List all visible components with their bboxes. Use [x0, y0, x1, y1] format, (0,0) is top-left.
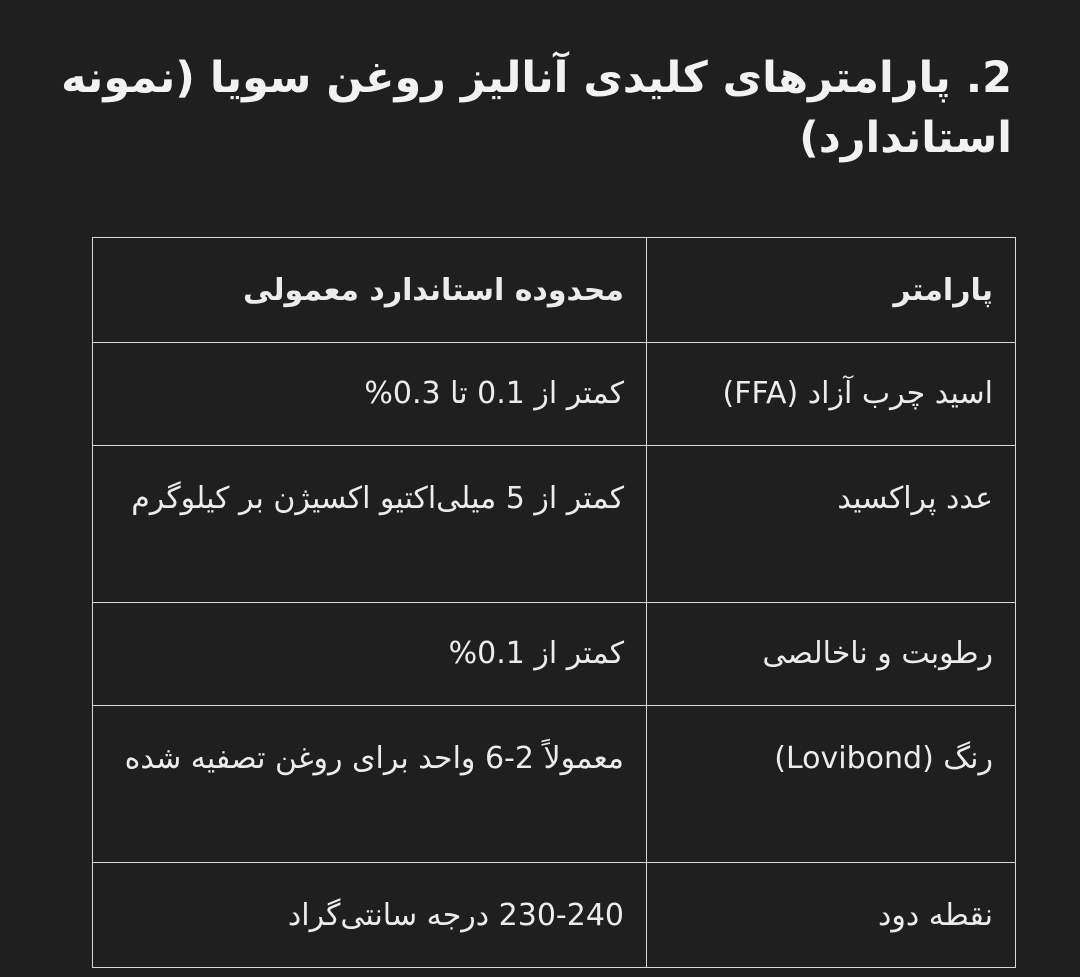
table-row: [93, 706, 1016, 863]
table-row: [93, 863, 1016, 968]
header-parameter: [647, 238, 1016, 343]
cell-range-text: 230-240 درجه سانتی‌گراد: [287, 898, 624, 933]
parameters-table: [92, 237, 1016, 968]
cell-range-text: معمولاً 2-6 واحد برای روغن تصفیه شده: [124, 741, 624, 776]
cell-parameter-text: رطوبت و ناخالصی: [762, 636, 993, 671]
cell-range: [93, 343, 647, 446]
cell-range-text: کمتر از 5 میلی‌اکتیو اکسیژن بر کیلوگرم: [131, 481, 624, 516]
cell-parameter-text: نقطه دود: [878, 898, 993, 933]
cell-parameter-text: اسید چرب آزاد (FFA): [722, 376, 993, 411]
cell-range-text: کمتر از 0.1%: [448, 636, 624, 671]
cell-parameter-text: رنگ (Lovibond): [774, 741, 993, 776]
cell-parameter: [647, 603, 1016, 706]
cell-range: [93, 863, 647, 968]
cell-parameter: [647, 343, 1016, 446]
header-range-label: محدوده استاندارد معمولی: [242, 273, 624, 308]
cell-parameter: [647, 706, 1016, 863]
cell-range: [93, 446, 647, 603]
cell-range: [93, 603, 647, 706]
cell-range-text: کمتر از 0.1 تا 0.3%: [364, 376, 624, 411]
section-heading: 2. پارامترهای کلیدی آنالیز روغن سویا (نمونه استاندارد): [61, 53, 1012, 163]
header-range: [93, 238, 647, 343]
cell-range: [93, 706, 647, 863]
table-row: [93, 603, 1016, 706]
cell-parameter-text: عدد پراکسید: [837, 481, 993, 516]
table-row: [93, 343, 1016, 446]
cell-parameter: [647, 446, 1016, 603]
header-parameter-label: پارامتر: [893, 273, 993, 308]
table-header-row: [93, 238, 1016, 343]
soybean-oil-parameters-table: [92, 237, 1015, 968]
cell-parameter: [647, 863, 1016, 968]
table-row: [93, 446, 1016, 603]
